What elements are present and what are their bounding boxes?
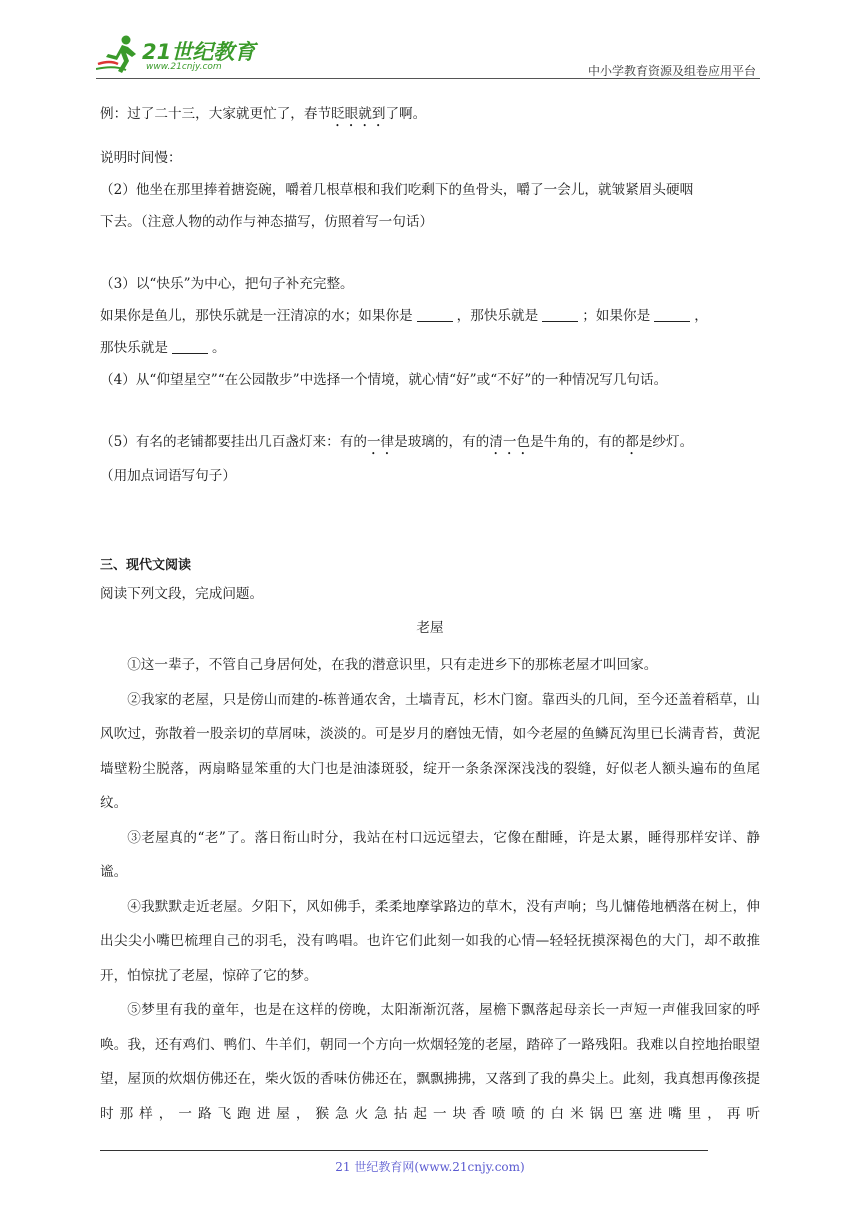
article-paragraph: ①这一辈子，不管自己身居何处，在我的潜意识里，只有走进乡下的那栋老屋才叫回家。 xyxy=(127,657,658,673)
dotted-word: 一律 xyxy=(366,434,395,450)
site-logo xyxy=(96,34,266,76)
article-paragraph: ④我默默走近老屋。夕阳下，风如佛手，柔柔地摩挲路边的草木，没有声响；鸟儿慵倦地栖落在树上，伸出尖尖小嘴巴梳理自己的羽毛，没有鸣唱。也许它们此刻一如我的心情—轻轻抚摸深褐色的大门，却不敢推开，怕惊扰了老屋，惊碎了它的梦。 xyxy=(100,898,760,984)
article-title: 老屋 xyxy=(416,620,444,636)
article-paragraph: ③老屋真的“老”了。落日衔山时分，我站在村口远远望去，它像在酣睡，许是太累，睡得那样安详、静谧。 xyxy=(100,829,760,880)
logo-url: www.21cnjy.com xyxy=(146,62,222,72)
article-text xyxy=(100,648,760,1131)
header-divider xyxy=(96,78,760,79)
q5-line1: （5）有名的老铺都要挂出几百盏灯来：有的一律是玻璃的，有的清一色是牛角的，有的都是纱灯。 xyxy=(100,434,694,450)
section-heading: 三、现代文阅读 xyxy=(100,558,192,573)
dotted-word: 清一色 xyxy=(489,434,531,450)
q4: （4）从“仰望星空”“在公园散步”中选择一个情境，就心情“好”或“不好”的一种情况写几句话。 xyxy=(100,372,668,388)
answer-blank[interactable] xyxy=(542,307,578,322)
answer-blank[interactable] xyxy=(654,307,690,322)
article-paragraph: ②我家的老屋，只是傍山而建的-栋普通农舍，土墙青瓦，杉木门窗。靠西头的几间，至今还盖着稻草，山风吹过，弥散着一股亲切的草屑味，淡淡的。可是岁月的磨蚀无情，如今老屋的鱼鳞瓦沟里已长满青苔，黄泥墙壁粉尘脱落，两扇略显笨重的大门也是油漆斑驳，绽开一条条深深浅浅的裂缝，好似老人额头遍布的鱼尾纹。 xyxy=(100,691,760,811)
article-paragraph: ⑤梦里有我的童年，也是在这样的傍晚，太阳渐渐沉落，屋檐下飘落起母亲长一声短一声催我回家的呼唤。我，还有鸡们、鸭们、牛羊们，朝同一个方向一炊烟轻笼的老屋，踏碎了一路残阳。我难以自控地抬眼望望，屋顶的炊烟仿佛还在，柴火饭的香味仿佛还在，飘飘拂拂，又落到了我的鼻尖上。此刻，我真想再像孩提时那样，一路飞跑进屋，猴急火急拈起一块香喷喷的白米锅巴塞进嘴里，再听 xyxy=(100,1002,760,1122)
runner-logo-icon xyxy=(96,34,142,74)
footer-text: 21 世纪教育网(www.21cnjy.com) xyxy=(335,1160,525,1174)
dotted-word: 眨眼就到 xyxy=(331,106,386,122)
q3-line1: 如果你是鱼儿，那快乐就是一汪清凉的水；如果你是 ，那快乐就是 ；如果你是 ， xyxy=(100,308,708,324)
q2-line1: （2）他坐在那里捧着搪瓷碗，嚼着几根草根和我们吃剩下的鱼骨头，嚼了一会儿，就皱紧眉头硬咽 xyxy=(100,182,694,198)
q3-line2: 那快乐就是 。 xyxy=(100,340,226,356)
q5-line2: （用加点词语写句子） xyxy=(100,468,236,484)
example-sentence: 例：过了二十三，大家就更忙了，春节眨眼就到了啊。 xyxy=(100,106,427,122)
q2-line2: 下去。（注意人物的动作与神态描写，仿照着写一句话） xyxy=(100,214,434,230)
page-header xyxy=(96,30,760,80)
logo-text: 21世纪教育 xyxy=(142,40,256,64)
section-instruction: 阅读下列文段，完成问题。 xyxy=(100,586,264,602)
q1-label: 说明时间慢： xyxy=(100,150,182,166)
answer-blank[interactable] xyxy=(172,339,208,354)
header-platform-text: 中小学教育资源及组卷应用平台 xyxy=(587,64,756,78)
answer-blank[interactable] xyxy=(417,307,453,322)
document-body xyxy=(100,100,760,1131)
footer-divider xyxy=(100,1150,708,1151)
dotted-word: 都 xyxy=(625,434,639,450)
q3-title: （3）以“快乐”为中心，把句子补充完整。 xyxy=(100,276,354,292)
